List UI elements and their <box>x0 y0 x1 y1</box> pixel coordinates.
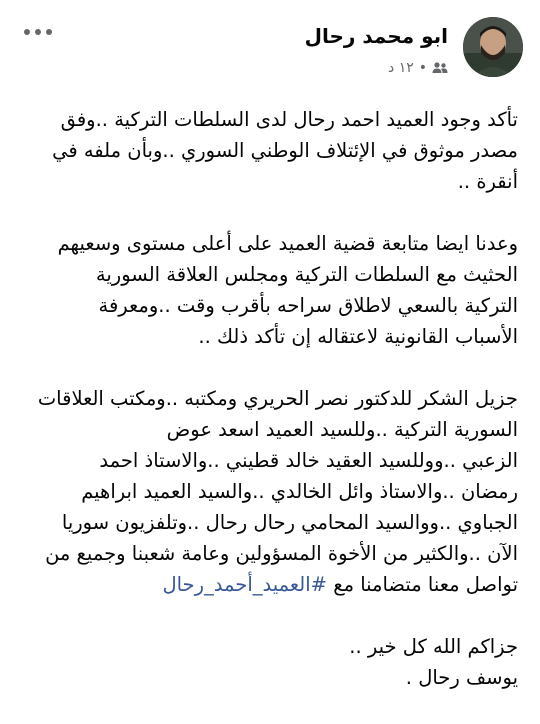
post-paragraph-1 <box>18 104 518 197</box>
post-line: أنقرة .. <box>457 170 518 193</box>
friends-icon[interactable] <box>432 61 448 75</box>
hashtag-link[interactable]: #العميد_أحمد_رحال <box>162 573 327 596</box>
more-options-button[interactable] <box>24 22 52 42</box>
post-header <box>0 0 540 100</box>
avatar-image <box>463 17 523 77</box>
post-line: الزعبي ..ووللسيد العقيد خالد قطيني ..والاستاذ احمد <box>99 449 518 472</box>
post-line: جزيل الشكر للدكتور نصر الحريري ومكتبه ..ومكتب العلاقات <box>37 387 518 410</box>
post-line: الجباوي ..ووالسيد المحامي رحال رحال ..وتلفزيون سوريا <box>61 511 518 534</box>
post-line: السورية التركية ..وللسيد العميد اسعد عوض <box>166 418 518 441</box>
more-horizontal-icon-dot-1 <box>24 29 30 35</box>
post-line: الحثيث مع السلطات التركية ومجلس العلاقة السورية <box>95 263 518 286</box>
post-line-text: تواصل معنا متضامنا مع <box>333 573 518 596</box>
post-line: وعدنا ايضا متابعة قضية العميد على أعلى مستوى وسعيهم <box>57 232 518 255</box>
post-line: الأسباب القانونية لاعتقاله إن تأكد ذلك .. <box>198 325 518 348</box>
post-time[interactable]: ١٢ د <box>388 60 414 76</box>
post-line: تأكد وجود العميد احمد رحال لدى السلطات التركية ..وفق <box>60 108 518 131</box>
post-line-with-hashtag <box>18 569 518 600</box>
more-horizontal-icon-dot-3 <box>46 29 52 35</box>
avatar[interactable] <box>463 17 523 77</box>
post-body <box>18 104 518 724</box>
author-name[interactable]: ابو محمد رحال <box>304 24 448 48</box>
more-horizontal-icon-dot-2 <box>35 29 41 35</box>
post-paragraph-4 <box>18 631 518 693</box>
post-paragraph-3 <box>18 383 518 600</box>
post-line: مصدر موثوق في الإئتلاف الوطني السوري ..وبأن ملفه في <box>52 139 518 162</box>
post-line: جزاكم الله كل خير .. <box>349 635 518 658</box>
post-line: رمضان ..والاستاذ وائل الخالدي ..والسيد العميد ابراهيم <box>81 480 518 503</box>
post-paragraph-2 <box>18 228 518 352</box>
post-line: التركية بالسعي لاطلاق سراحه بأقرب وقت ..ومعرفة <box>98 294 518 317</box>
meta-separator: • <box>418 60 427 76</box>
post-signature: يوسف رحال . <box>405 666 518 689</box>
post-meta <box>388 58 448 78</box>
post-line: الآن ..والكثير من الأخوة المسؤولين وعامة شعبنا وجميع من <box>45 542 518 565</box>
